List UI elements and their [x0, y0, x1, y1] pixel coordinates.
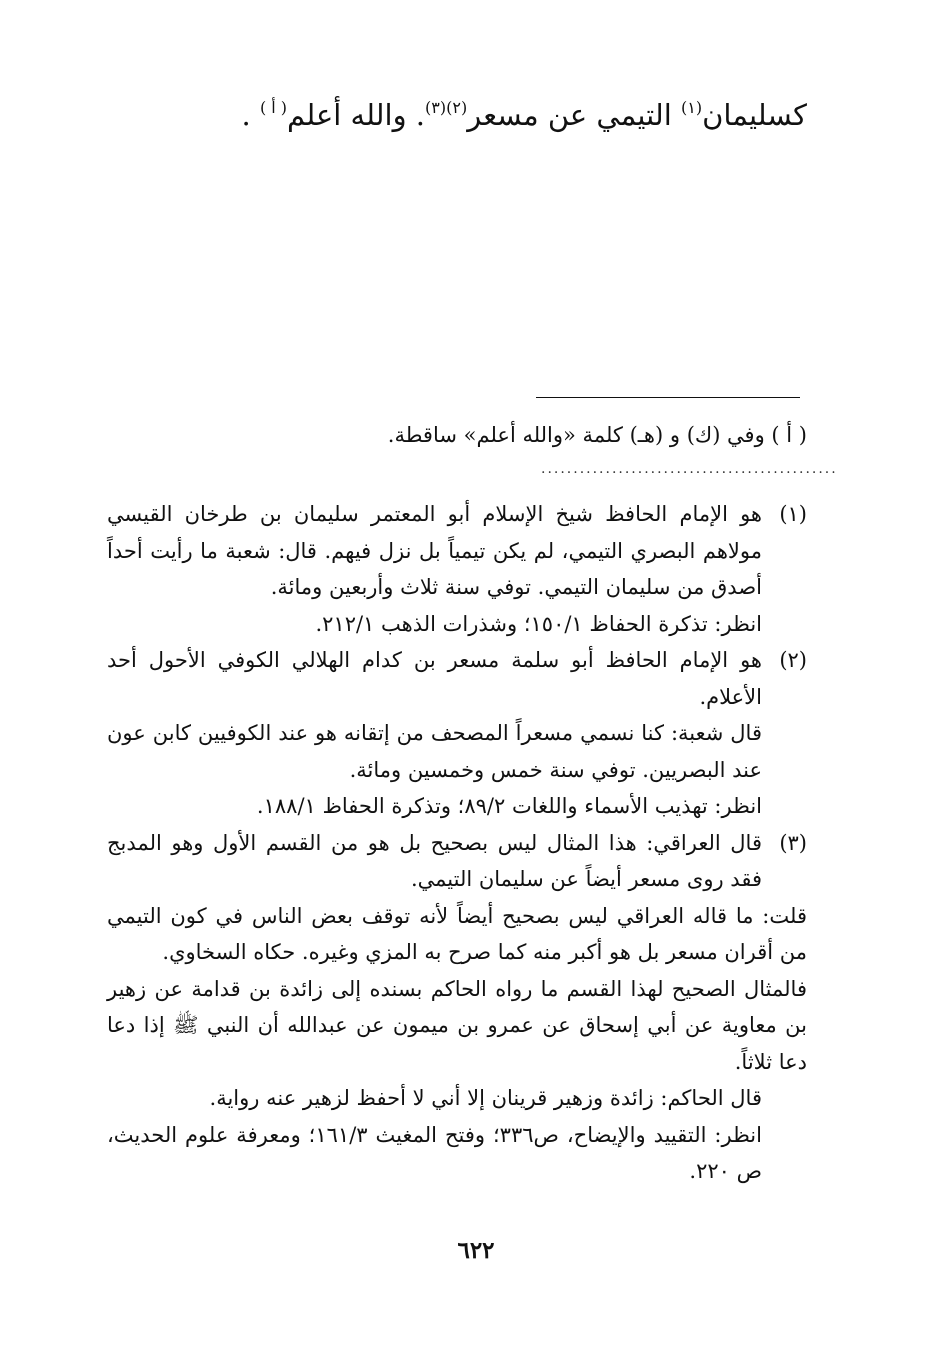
footnote-number: (٣): [779, 830, 807, 855]
footnote-3: [107, 825, 807, 1190]
main-word-3: . والله أعلم: [287, 98, 426, 132]
footnote-paragraph: قلت: ما قاله العراقي ليس بصحيح أيضاً لأنه توقف بعض الناس في كون التيمي من أقران مسعر بل هو أكبر منه كما صرح به المزي وغيره. حكاه السخاوي.: [107, 903, 807, 964]
page-number: ٦٢٢: [457, 1237, 495, 1264]
footnote-reference: انظر: التقييد والإيضاح، ص٣٣٦؛ وفتح المغيث ١٦١/٣؛ ومعرفة علوم الحديث، ص ٢٢٠.: [107, 1122, 762, 1183]
footnote-body: [107, 642, 762, 825]
footnote-paragraph: قال العراقي: هذا المثال ليس بصحيح بل هو من القسم الأول وهو المدبج فقد روى مسعر أيضاً عن سليمان التيمي.: [107, 830, 762, 891]
footnote-ref-2: (٢): [446, 98, 468, 117]
footnote-reference: انظر: تذكرة الحفاظ ١٥٠/١؛ وشذرات الذهب ٢١٢/١.: [315, 611, 762, 636]
footnote-body: [107, 496, 762, 642]
footnote-2: [107, 642, 807, 825]
footnote-paragraph: هو الإمام الحافظ شيخ الإسلام أبو المعتمر سليمان بن طرخان القيسي مولاهم البصري التيمي، لم يكن تيمياً بل نزل فيهم. قال: شعبة ما رأيت أحداً أصدق من سليمان التيمي. توفي سنة ثلاث وأربعين ومائة.: [107, 502, 762, 599]
variant-note: ( أ ) وفي (ك) و (هـ) كلمة «والله أعلم» ساقطة.: [387, 423, 807, 447]
footnote-number: (٢): [779, 648, 807, 672]
variant-ref-a: ( أ ): [259, 98, 288, 117]
footnote-paragraph: فالمثال الصحيح لهذا القسم ما رواه الحاكم بسنده إلى زائدة بن قدامة عن زهير بن معاوية عن أبي إسحاق عن عمرو بن ميمون عن عبدالله أن النبي ﷺ إذا دعا دعا ثلاثاً.: [107, 976, 807, 1074]
footnote-paragraph: هو الإمام الحافظ أبو سلمة مسعر بن كدام الهلالي الكوفي الأحول أحد الأعلام.: [107, 648, 762, 709]
main-text-line: [107, 92, 807, 138]
footnote-reference: انظر: تهذيب الأسماء واللغات ٨٩/٢؛ وتذكرة الحفاظ ١٨٨/١.: [256, 794, 762, 818]
footnote-ref-3: (٣): [425, 98, 447, 117]
dotted-separator: ..............................................: [541, 461, 838, 477]
footnote-ref-1: (١): [680, 98, 703, 117]
main-end: .: [241, 98, 260, 132]
footnote-paragraph: قال شعبة: كنا نسمي مسعراً المصحف من إتقانه هو عند الكوفيين كابن عون عند البصريين. توفي سنة خمس وخمسين ومائة.: [107, 721, 762, 782]
footnote-body: [107, 825, 807, 1190]
main-word-2: التيمي عن مسعر: [467, 98, 681, 132]
footnote-number: (١): [779, 502, 807, 526]
footnote-paragraph: قال الحاكم: زائدة وزهير قرينان إلا أني لا أحفظ لزهير عنه رواية.: [209, 1086, 762, 1110]
footnotes-section: [107, 496, 807, 1190]
footnote-1: [107, 496, 807, 642]
main-word-1: كسليمان: [702, 98, 807, 132]
footnote-separator-rule: [536, 397, 800, 398]
